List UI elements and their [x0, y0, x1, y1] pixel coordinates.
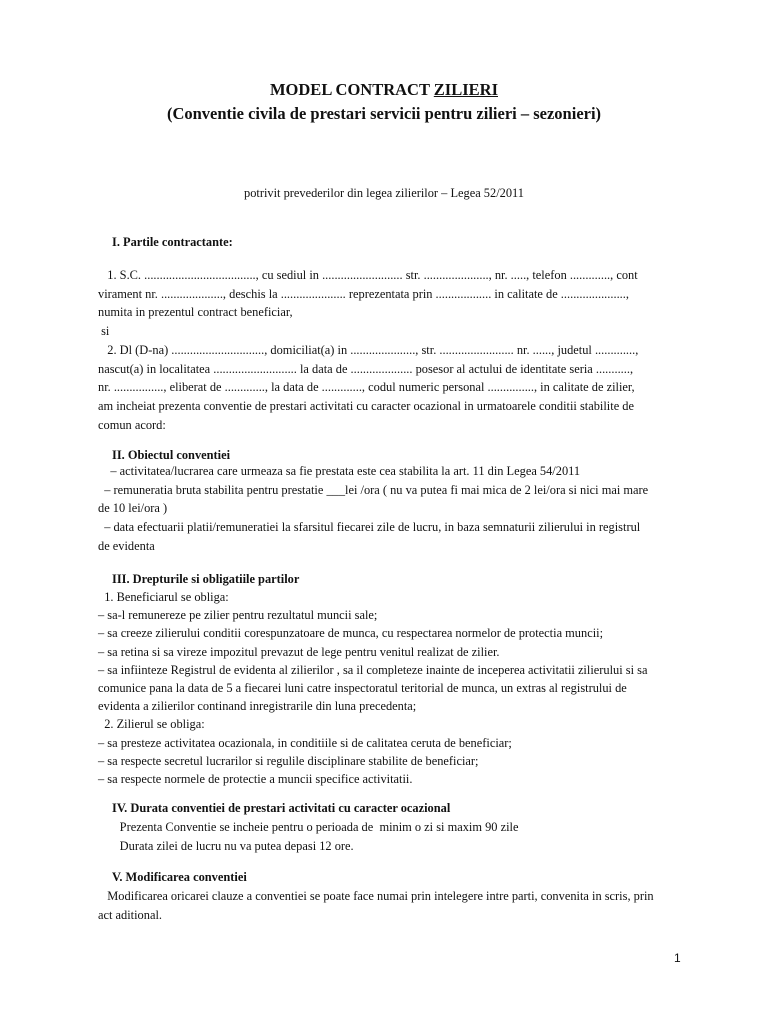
section1-line: nascut(a) in localitatea ........................... la data de .................... posesor al actului de identitate seria ..........., [98, 361, 634, 376]
page-number: 1 [674, 951, 681, 965]
section-3-heading: III. Drepturile si obligatiile partilor [112, 572, 300, 586]
section2-line: – data efectuarii platii/remuneratiei la sfarsitul fiecarei zile de lucru, in baza semnaturii zilierului in registrul [98, 520, 641, 535]
section3-line: – sa retina si sa vireze impozitul prevazut de lege pentru venitul realizat de zilier. [98, 644, 500, 659]
section1-line: si [98, 324, 110, 339]
section1-line: comun acord: [98, 417, 166, 432]
section1-line: am incheiat prezenta conventie de prestari activitati cu caracter ocazional in urmatoarele conditii stabilite de [98, 398, 634, 413]
section2-line: de evidenta [98, 538, 155, 553]
section5-line: Modificarea oricarei clauze a conventiei se poate face numai prin intelegere intre parti, convenita in scris, prin [98, 889, 654, 903]
section3-line: – sa presteze activitatea ocazionala, in conditiile si de calitatea ceruta de beneficiar; [98, 735, 512, 750]
section-4-heading: IV. Durata conventiei de prestari activitati cu caracter ocazional [112, 801, 451, 815]
section2-line: de 10 lei/ora ) [98, 501, 168, 516]
section3-line: – sa creeze zilierului conditii corespunzatoare de munca, cu respectarea normelor de protectia muncii; [98, 626, 604, 641]
section3-line: comunice pana la data de 5 a fiecarei luni catre inspectoratul teritorial de munca, un extras al registrului de [98, 681, 627, 695]
section3-line: 2. Zilierul se obliga: [98, 717, 205, 732]
section3-line: – sa respecte normele de protectie a muncii specifice activitatii. [98, 772, 413, 786]
section1-line: 2. Dl (D-na) .............................., domiciliat(a) in ....................., str. ........................ nr. ......, judetul ............., [98, 342, 639, 357]
section-5-heading: V. Modificarea conventiei [112, 870, 247, 884]
title-underlined: ZILIERI [433, 80, 498, 99]
section1-line: virament nr. ...................., deschis la ..................... reprezentata prin .................. in calitate de ....................., [98, 286, 629, 301]
section1-line: 1. S.C. ...................................., cu sediul in .......................... str. ....................., nr. ....., telefon ............., cont [98, 268, 638, 282]
section2-line: – activitatea/lucrarea care urmeaza sa fie prestata este cea stabilita la art. 11 din Legea 54/2011 [98, 464, 581, 478]
section1-line: numita in prezentul contract beneficiar, [98, 305, 293, 320]
title-prefix: MODEL CONTRACT [269, 80, 434, 99]
document-title [0, 80, 768, 100]
section3-line: 1. Beneficiarul se obliga: [98, 590, 229, 604]
section4-line: Durata zilei de lucru nu va putea depasi 12 ore. [98, 838, 354, 853]
section-2-heading: II. Obiectul conventiei [112, 448, 231, 462]
section3-line: – sa infiinteze Registrul de evidenta al zilierilor , sa il completeze inainte de inceperea activitatii zilierului si sa [98, 662, 648, 677]
section2-line: – remuneratia bruta stabilita pentru prestatie ___lei /ora ( nu va putea fi mai mica de 2 lei/ora si nici mai mare [98, 482, 649, 497]
section4-line: Prezenta Conventie se incheie pentru o perioada de minim o zi si maxim 90 zile [98, 820, 519, 834]
section1-line: nr. ................, eliberat de ............., la data de ............., codul numeric personal ..............., in calitate de zilier, [98, 380, 635, 395]
section5-line: act aditional. [98, 907, 162, 922]
section3-line: – sa-l remunereze pe zilier pentru rezultatul muncii sale; [98, 608, 378, 623]
document-subtitle-line: (Conventie civila de prestari servicii pentru zilieri – sezonieri) [166, 104, 602, 123]
section3-line: evidenta a zilierilor continand inregistrarile din luna precedenta; [98, 699, 417, 714]
section3-line: – sa respecte secretul lucrarilor si regulile disciplinare stabilite de beneficiar; [98, 753, 479, 768]
section-1-heading: I. Partile contractante: [112, 235, 233, 249]
legal-basis: potrivit prevederilor din legea zilierilor – Legea 52/2011 [244, 186, 524, 200]
